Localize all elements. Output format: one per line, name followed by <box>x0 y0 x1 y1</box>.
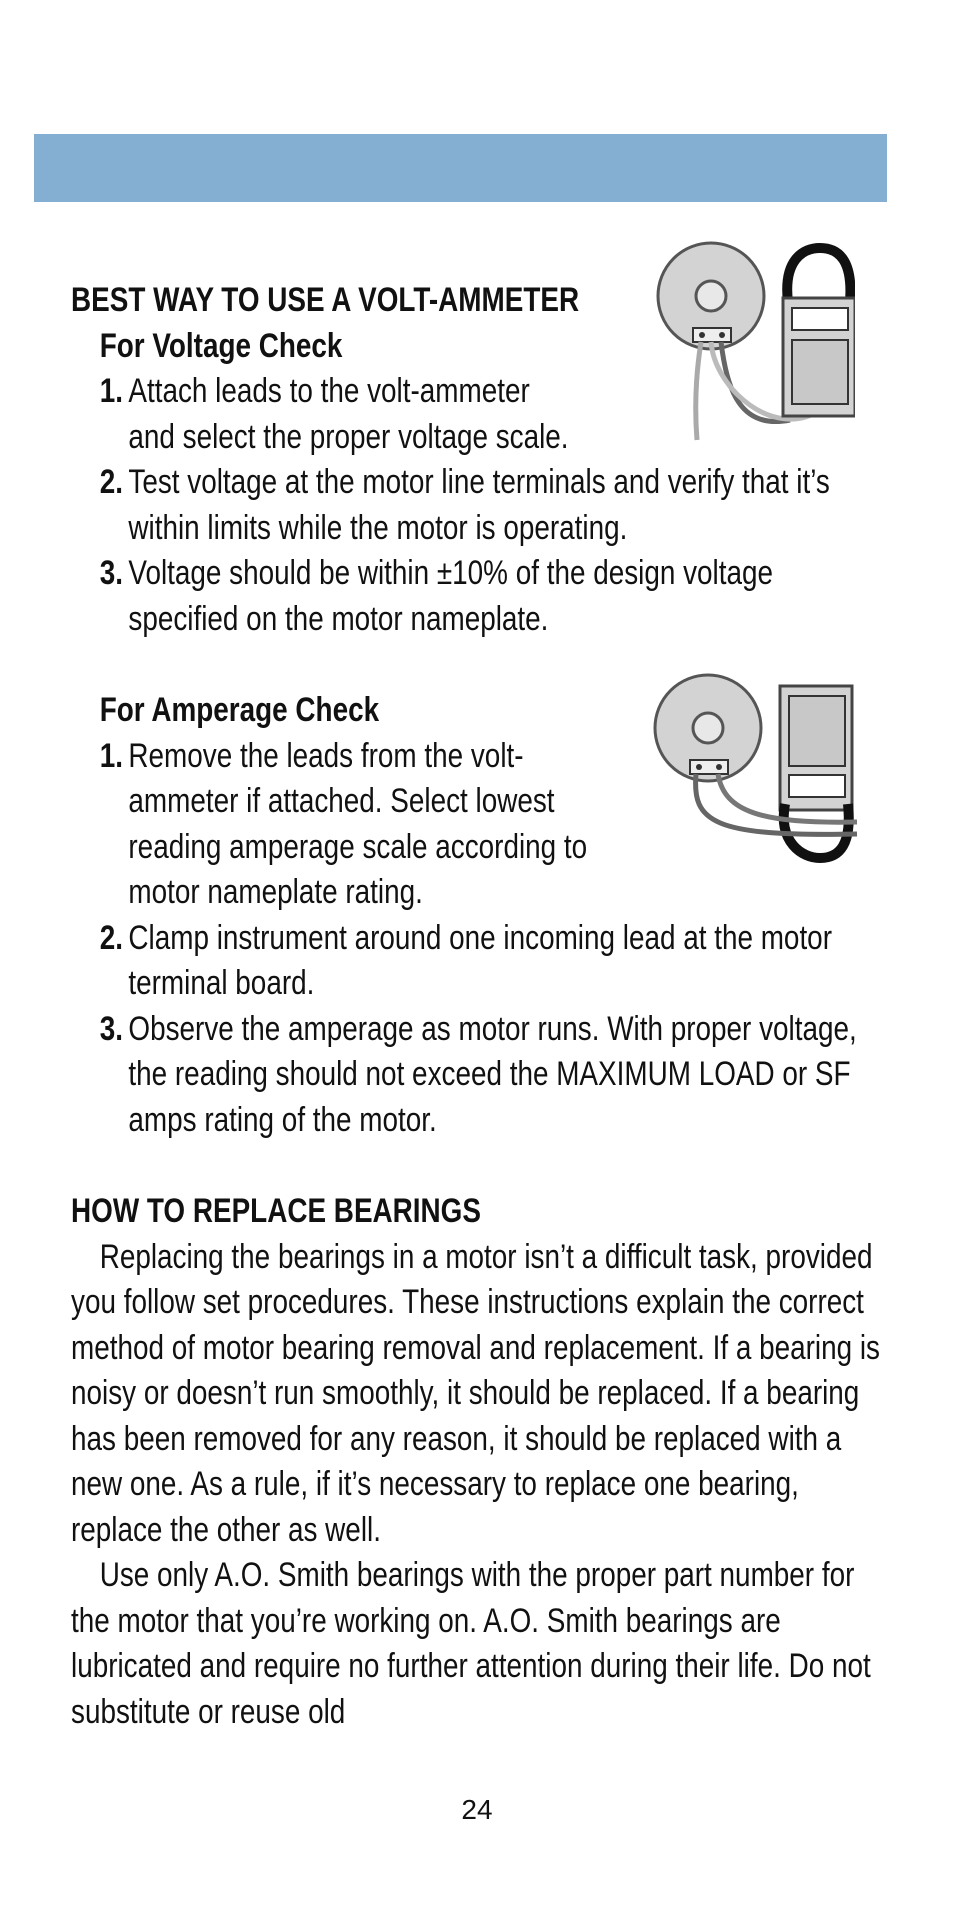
step-text: Observe the amperage as motor runs. With proper voltage, the reading should not exceed the MAXIMUM LOAD or SF amps rating of the motor. <box>128 1009 857 1139</box>
step-number: 1. <box>99 736 123 775</box>
step-number: 2. <box>99 463 123 501</box>
amperage-step-1 <box>100 734 588 916</box>
bearings-paragraph-2: Use only A.O. Smith bearings with the proper part number for the motor that you’re working on. A.O. Smith bearings are lubricated and require no further attention during their life. Do not substitute or reuse old <box>71 1556 871 1731</box>
voltage-step-2 <box>100 460 886 551</box>
step-text: Clamp instrument around one incoming lead at the motor terminal board. <box>128 918 832 1002</box>
step-text: Voltage should be within ±10% of the design voltage specified on the motor nameplate. <box>128 554 774 638</box>
page-number: 24 <box>461 1794 493 1825</box>
step-number: 2. <box>99 918 123 957</box>
step-text: Attach leads to the volt-ammeter and select the proper voltage scale. <box>128 372 569 456</box>
step-number: 3. <box>99 1009 123 1048</box>
header-band <box>34 134 887 202</box>
section-heading-bearings: HOW TO REPLACE BEARINGS <box>71 1192 481 1230</box>
amperage-check-title: For Amperage Check <box>99 691 380 729</box>
step-number: 3. <box>99 554 123 592</box>
bearings-paragraph-1: Replacing the bearings in a motor isn’t a difficult task, provided you follow set procedures. These instructions explain the correct method of motor bearing removal and replacement. If a bearing is noisy or doesn’t run smoothly, it should be replaced. If a bearing has been removed for any reason, it should be replaced with a new one. As a rule, if it’s necessary to replace one bearing, replace the other as well. <box>71 1237 880 1549</box>
voltage-check-title: For Voltage Check <box>99 326 343 365</box>
step-text: Remove the leads from the volt-ammeter if attached. Select lowest reading amperage scale according to motor nameplate rating. <box>128 736 588 911</box>
amperage-step-3 <box>100 1007 886 1144</box>
step-text: Test voltage at the motor line terminals and verify that it’s within limits while the motor is operating. <box>128 463 830 547</box>
amperage-step-2 <box>100 916 886 1007</box>
step-number: 1. <box>99 372 123 410</box>
section-heading-volt-ammeter: BEST WAY TO USE A VOLT-AMMETER <box>71 281 580 319</box>
page-content <box>71 278 886 1735</box>
voltage-step-1 <box>100 369 571 460</box>
voltage-step-3 <box>100 551 886 642</box>
